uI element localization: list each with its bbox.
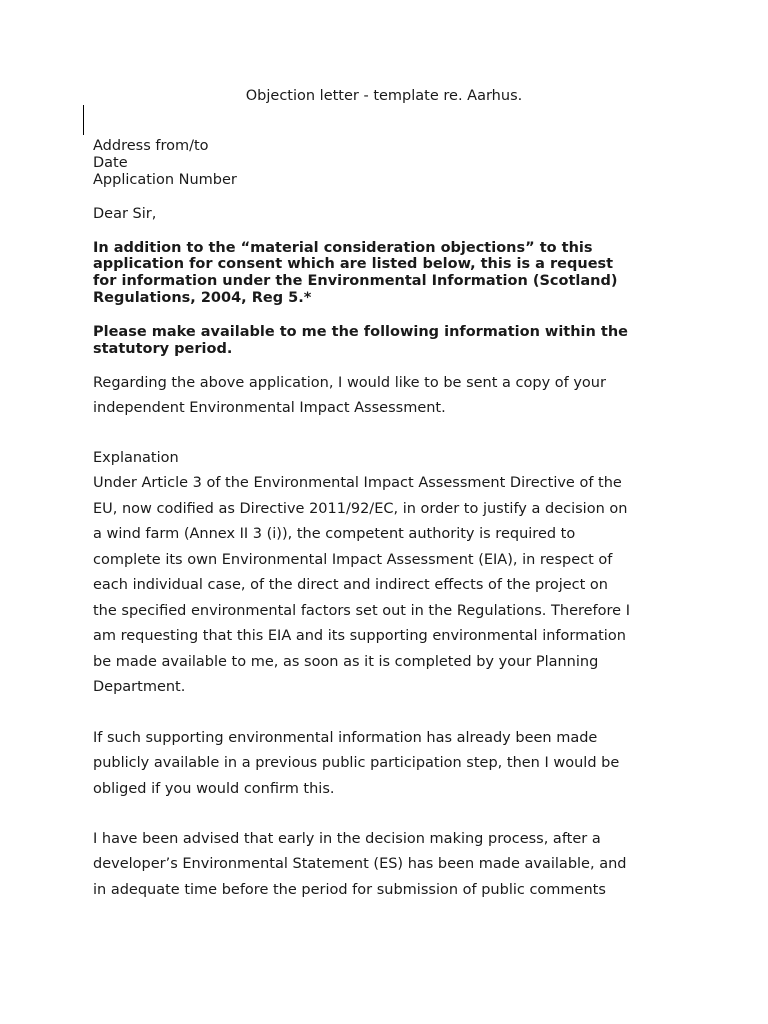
explanation-line: be made available to me, as soon as it is completed by your Planning: [93, 654, 599, 670]
explanation-line: Department.: [93, 679, 186, 695]
explanation-line: a wind farm (Annex II 3 (i)), the competent authority is required to: [93, 526, 576, 542]
paragraph-line: independent Environmental Impact Assessment.: [93, 400, 446, 416]
explanation-line: each individual case, of the direct and indirect effects of the project on: [93, 577, 608, 593]
paragraph-line: I have been advised that early in the decision making process, after a: [93, 831, 601, 847]
bold-request-line: Regulations, 2004, Reg 5.*: [93, 290, 312, 306]
paragraph-line: If such supporting environmental information has already been made: [93, 730, 598, 746]
explanation-line: am requesting that this EIA and its supporting environmental information: [93, 628, 626, 644]
explanation-line: Under Article 3 of the Environmental Impact Assessment Directive of the: [93, 475, 622, 491]
bold-request-line: Please make available to me the following information within the: [93, 324, 628, 340]
bold-request-line: for information under the Environmental Information (Scotland): [93, 273, 618, 289]
explanation-line: EU, now codified as Directive 2011/92/EC, in order to justify a decision on: [93, 501, 628, 517]
bold-request-line: statutory period.: [93, 341, 233, 357]
explanation-line: Explanation: [93, 450, 179, 466]
paragraph-line: publicly available in a previous public participation step, then I would be: [93, 755, 620, 771]
salutation: Dear Sir,: [93, 206, 157, 222]
paragraph-line: developer’s Environmental Statement (ES) has been made available, and: [93, 856, 627, 872]
header-line: Address from/to: [93, 138, 209, 154]
document-title: Objection letter - template re. Aarhus.: [245, 88, 523, 104]
paragraph-line: in adequate time before the period for submission of public comments: [93, 882, 606, 898]
paragraph-line: obliged if you would confirm this.: [93, 781, 335, 797]
explanation-line: complete its own Environmental Impact Assessment (EIA), in respect of: [93, 552, 613, 568]
bold-request-line: In addition to the “material consideration objections” to this: [93, 240, 593, 256]
paragraph-line: Regarding the above application, I would like to be sent a copy of your: [93, 375, 606, 391]
text-cursor: [83, 105, 84, 135]
explanation-line: the specified environmental factors set out in the Regulations. Therefore I: [93, 603, 630, 619]
bold-request-line: application for consent which are listed below, this is a request: [93, 256, 614, 272]
header-line: Application Number: [93, 172, 237, 188]
header-line: Date: [93, 155, 128, 171]
